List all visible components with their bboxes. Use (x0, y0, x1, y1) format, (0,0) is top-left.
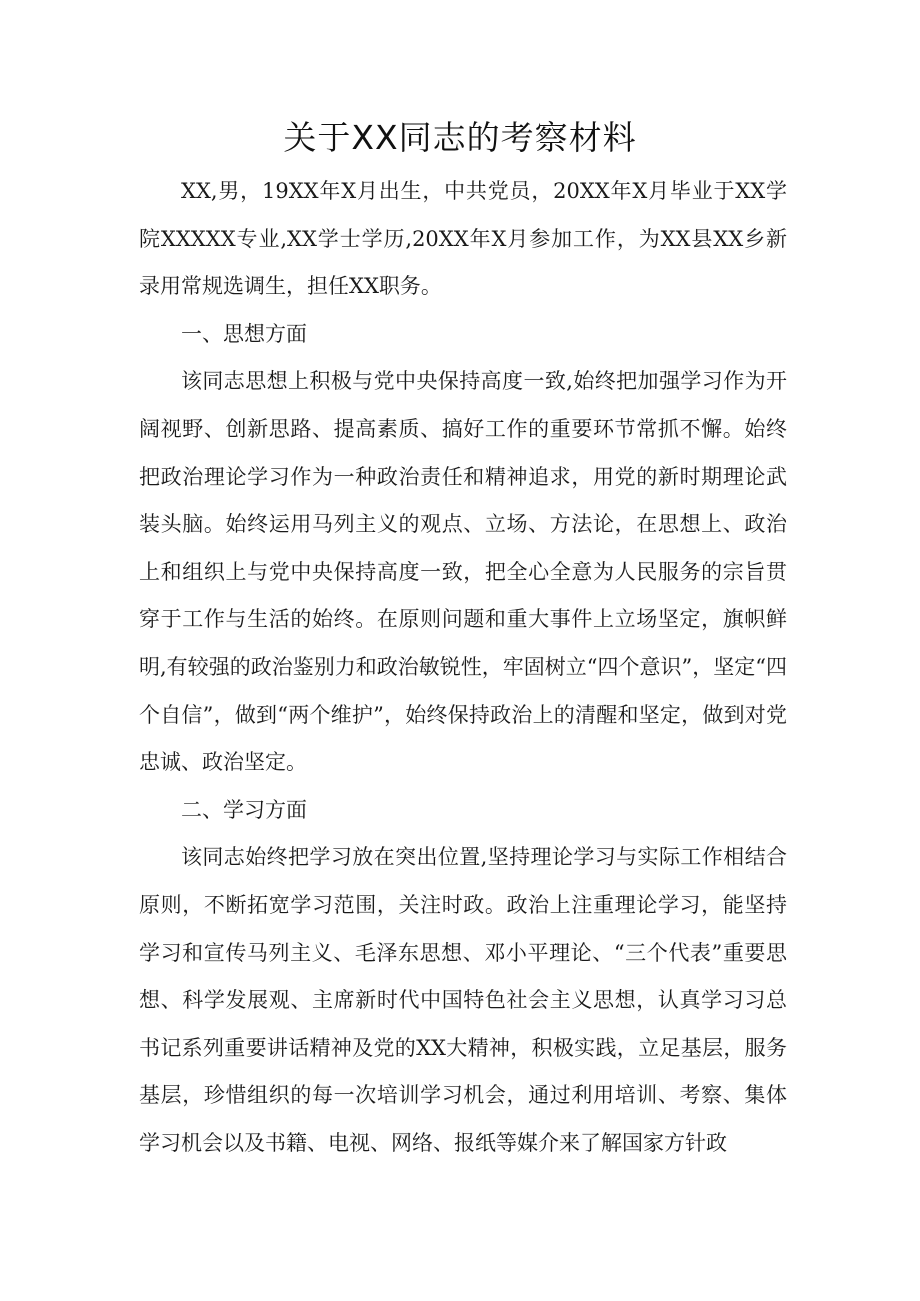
document-title: 关于XX同志的考察材料 (283, 118, 637, 157)
section-paragraph-thought: 该同志思想上积极与党中央保持高度一致,始终把加强学习作为开阔视野、创新思路、提高素质、搞好工作的重要环节常抓不懈。始终把政治理论学习作为一种政治责任和精神追求，用党的新时期理论武装头脑。始终运用马列主义的观点、立场、方法论，在思想上、政治上和组织上与党中央保持高度一致，把全心全意为人民服务的宗旨贯穿于工作与生活的始终。在原则问题和重大事件上立场坚定，旗帜鲜明,有较强的政治鉴别力和政治敏锐性，牢固树立“四个意识”，坚定“四个自信”，做到“两个维护”，始终保持政治上的清醒和坚定，做到对党忠诚、政治坚定。 (139, 369, 787, 775)
section-heading-study: 二、学习方面 (181, 797, 307, 822)
section-heading-thought: 一、思想方面 (181, 321, 307, 346)
section-paragraph-study: 该同志始终把学习放在突出位置,坚持理论学习与实际工作相结合原则，不断拓宽学习范围，关注时政。政治上注重理论学习，能坚持学习和宣传马列主义、毛泽东思想、邓小平理论、“三个代表”重要思想、科学发展观、主席新时代中国特色社会主义思想，认真学习习总书记系列重要讲话精神及党的XX大精神，积极实践，立足基层，服务基层，珍惜组织的每一次培训学习机会，通过利用培训、考察、集体学习机会以及书籍、电视、网络、报纸等媒介来了解国家方针政 (139, 845, 787, 1155)
document-body (139, 168, 787, 1167)
intro-paragraph: XX,男，19XX年X月出生，中共党员，20XX年X月毕业于XX学院XXXXX专业,XX学士学历,20XX年X月参加工作，为XX县XX乡新录用常规选调生，担任XX职务。 (139, 179, 787, 299)
